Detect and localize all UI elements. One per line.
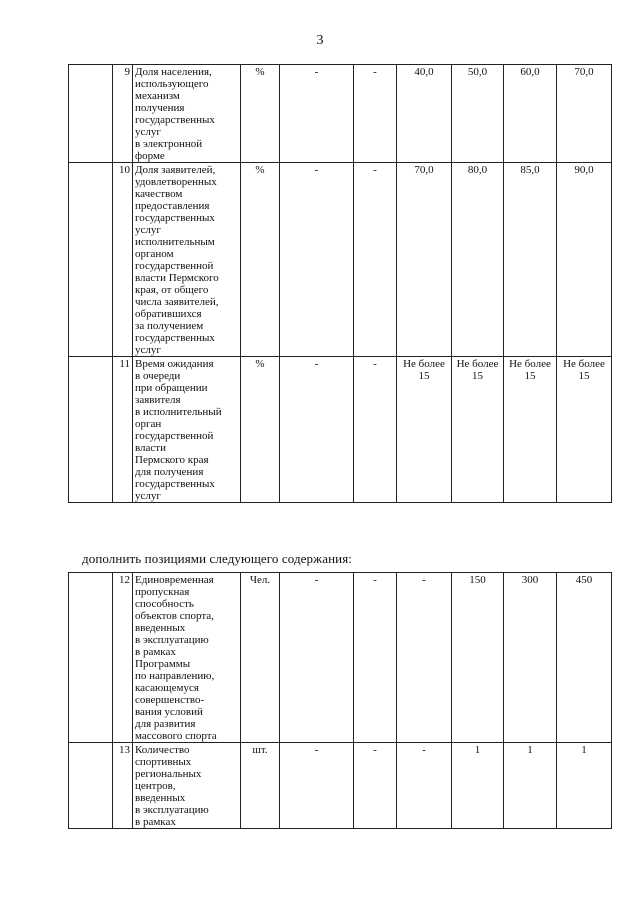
indicator-name-line: форме bbox=[135, 150, 165, 162]
indicator-name-line: в рамках bbox=[135, 816, 176, 828]
indicator-name-line: в электронной bbox=[135, 138, 203, 150]
indicator-name-line: механизм bbox=[135, 90, 180, 102]
indicator-name bbox=[133, 65, 241, 163]
indicator-name-line: края, от общего bbox=[135, 284, 209, 296]
indicator-name-line: введенных bbox=[135, 622, 186, 634]
indicator-name-line: услуг bbox=[135, 224, 161, 236]
indicator-name-line: государственных bbox=[135, 114, 215, 126]
value-cell-v6: 90,0 bbox=[557, 163, 612, 357]
indicator-name-line: числа заявителей, bbox=[135, 296, 219, 308]
indicator-name-line: за получением bbox=[135, 320, 204, 332]
indicator-name-line: Единовременная bbox=[135, 574, 214, 586]
blank-cell bbox=[69, 65, 113, 163]
row-number: 13 bbox=[113, 743, 133, 829]
value-cell-v3: - bbox=[397, 573, 452, 743]
value-cell-v3: - bbox=[397, 743, 452, 829]
indicator-name-line: объектов спорта, bbox=[135, 610, 214, 622]
value-cell-v5: Не более 15 bbox=[504, 357, 557, 503]
indicator-name-line: использующего bbox=[135, 78, 209, 90]
indicator-name-line: Время ожидания bbox=[135, 358, 214, 370]
value-cell-v6: Не более 15 bbox=[557, 357, 612, 503]
indicator-name-line: вания условий bbox=[135, 706, 203, 718]
indicator-name-line: получения bbox=[135, 102, 185, 114]
indicator-name-line: предоставления bbox=[135, 200, 210, 212]
indicator-name-line: касающемуся bbox=[135, 682, 199, 694]
value-cell-v3: 40,0 bbox=[397, 65, 452, 163]
indicator-name-line: для развития bbox=[135, 718, 196, 730]
value-cell-v5: 300 bbox=[504, 573, 557, 743]
indicator-name bbox=[133, 573, 241, 743]
value-cell-v2: - bbox=[354, 65, 397, 163]
indicators-table-additions bbox=[68, 572, 612, 829]
indicator-name-line: в исполнительный bbox=[135, 406, 222, 418]
table-row bbox=[69, 163, 612, 357]
indicator-name-line: спортивных bbox=[135, 756, 192, 768]
value-cell-v3: Не более 15 bbox=[397, 357, 452, 503]
value-cell-v2: - bbox=[354, 163, 397, 357]
value-cell-v2: - bbox=[354, 573, 397, 743]
value-cell-v2: - bbox=[354, 743, 397, 829]
indicator-name-line: услуг bbox=[135, 344, 161, 356]
indicator-name-line: пропускная bbox=[135, 586, 190, 598]
value-cell-v1: - bbox=[280, 65, 354, 163]
indicator-name-line: в рамках bbox=[135, 646, 176, 658]
table-row bbox=[69, 65, 612, 163]
table-row bbox=[69, 743, 612, 829]
row-number: 10 bbox=[113, 163, 133, 357]
value-cell-v4: 1 bbox=[452, 743, 504, 829]
blank-cell bbox=[69, 357, 113, 503]
indicator-name-line: государственных bbox=[135, 478, 215, 490]
indicator-name-line: обратившихся bbox=[135, 308, 202, 320]
indicator-name-line: государственных bbox=[135, 332, 215, 344]
indicator-name-line: государственной bbox=[135, 260, 214, 272]
value-cell-v5: 60,0 bbox=[504, 65, 557, 163]
indicator-name-line: услуг bbox=[135, 126, 161, 138]
value-cell-v5: 85,0 bbox=[504, 163, 557, 357]
blank-cell bbox=[69, 163, 113, 357]
unit-cell: % bbox=[241, 357, 280, 503]
unit-cell: % bbox=[241, 65, 280, 163]
indicator-name-line: в эксплуатацию bbox=[135, 804, 209, 816]
table-row bbox=[69, 573, 612, 743]
value-cell-v1: - bbox=[280, 743, 354, 829]
table-row bbox=[69, 357, 612, 503]
indicator-name-line: массового спорта bbox=[135, 730, 217, 742]
value-cell-v6: 70,0 bbox=[557, 65, 612, 163]
indicator-name-line: удовлетворенных bbox=[135, 176, 217, 188]
indicator-name-line: качеством bbox=[135, 188, 183, 200]
indicator-name-line: в эксплуатацию bbox=[135, 634, 209, 646]
indicator-name bbox=[133, 357, 241, 503]
indicator-name-line: услуг bbox=[135, 490, 161, 502]
indicator-name-line: Программы bbox=[135, 658, 191, 670]
value-cell-v2: - bbox=[354, 357, 397, 503]
indicator-name-line: заявителя bbox=[135, 394, 181, 406]
value-cell-v3: 70,0 bbox=[397, 163, 452, 357]
indicator-name-line: Доля заявителей, bbox=[135, 164, 216, 176]
indicator-name-line: в очереди bbox=[135, 370, 181, 382]
value-cell-v6: 1 bbox=[557, 743, 612, 829]
indicator-name-line: Количество bbox=[135, 744, 190, 756]
indicator-name-line: региональных bbox=[135, 768, 202, 780]
value-cell-v1: - bbox=[280, 357, 354, 503]
indicator-name-line: государственных bbox=[135, 212, 215, 224]
indicator-name-line: центров, bbox=[135, 780, 176, 792]
unit-cell: % bbox=[241, 163, 280, 357]
value-cell-v4: Не более 15 bbox=[452, 357, 504, 503]
value-cell-v5: 1 bbox=[504, 743, 557, 829]
row-number: 11 bbox=[113, 357, 133, 503]
blank-cell bbox=[69, 573, 113, 743]
value-cell-v1: - bbox=[280, 163, 354, 357]
indicator-name-line: орган bbox=[135, 418, 162, 430]
value-cell-v4: 80,0 bbox=[452, 163, 504, 357]
indicator-name bbox=[133, 163, 241, 357]
row-number: 12 bbox=[113, 573, 133, 743]
indicator-name-line: власти Пермского bbox=[135, 272, 219, 284]
indicator-name-line: власти bbox=[135, 442, 166, 454]
indicator-name-line: способность bbox=[135, 598, 194, 610]
indicator-name-line: Пермского края bbox=[135, 454, 209, 466]
value-cell-v4: 50,0 bbox=[452, 65, 504, 163]
indicators-table-continued bbox=[68, 64, 612, 503]
row-number: 9 bbox=[113, 65, 133, 163]
page-number: 3 bbox=[316, 33, 324, 48]
intro-text: дополнить позициями следующего содержания: bbox=[82, 551, 352, 566]
unit-cell: шт. bbox=[241, 743, 280, 829]
indicator-name-line: для получения bbox=[135, 466, 204, 478]
indicator-name-line: исполнительным bbox=[135, 236, 215, 248]
indicator-name-line: Доля населения, bbox=[135, 66, 212, 78]
indicator-name-line: введенных bbox=[135, 792, 186, 804]
unit-cell: Чел. bbox=[241, 573, 280, 743]
value-cell-v4: 150 bbox=[452, 573, 504, 743]
indicator-name bbox=[133, 743, 241, 829]
indicator-name-line: по направлению, bbox=[135, 670, 215, 682]
value-cell-v6: 450 bbox=[557, 573, 612, 743]
indicator-name-line: органом bbox=[135, 248, 174, 260]
indicator-name-line: совершенство- bbox=[135, 694, 205, 706]
value-cell-v1: - bbox=[280, 573, 354, 743]
blank-cell bbox=[69, 743, 113, 829]
indicator-name-line: государственной bbox=[135, 430, 214, 442]
indicator-name-line: при обращении bbox=[135, 382, 208, 394]
